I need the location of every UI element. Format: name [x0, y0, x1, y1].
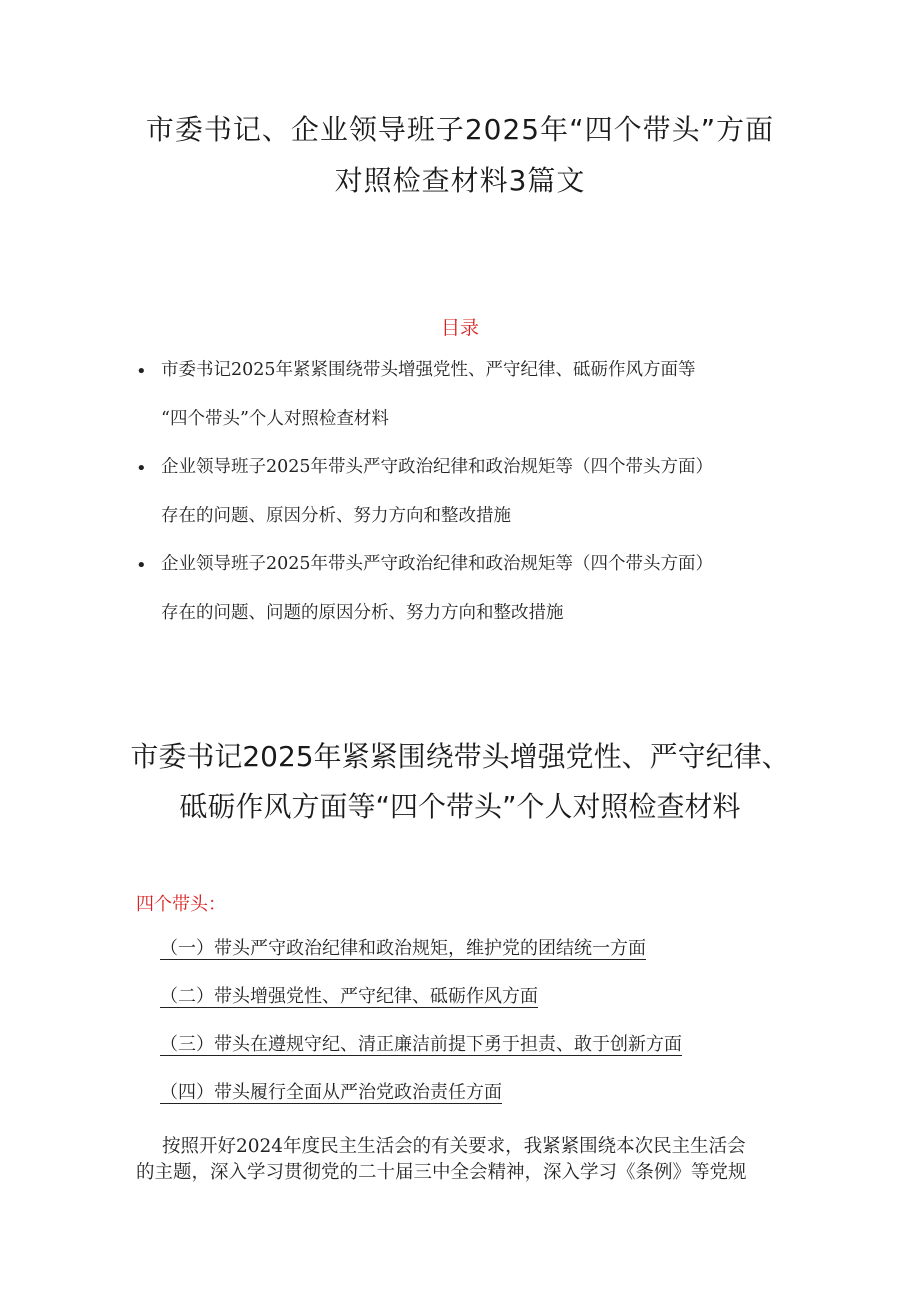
- document-title-line-1: 市委书记、企业领导班子2025年“四个带头”方面: [145, 113, 775, 146]
- toc-heading: 目录: [440, 317, 479, 339]
- toc-item-3-line-1: 企业领导班子2025年带头严守政治纪律和政治规矩等（四个带头方面）: [161, 554, 714, 574]
- toc-item-2-line-1: 企业领导班子2025年带头严守政治纪律和政治规矩等（四个带头方面）: [161, 457, 714, 477]
- four-lead-item-2[interactable]: （二）带头增强党性、严守纪律、砥砺作风方面: [160, 986, 538, 1007]
- four-leads-label: 四个带头：: [136, 894, 226, 915]
- bullet-icon: •: [136, 361, 147, 382]
- bullet-icon: •: [136, 458, 147, 479]
- toc-item-2-line-2: 存在的问题、原因分析、努力方向和整改措施: [161, 506, 511, 526]
- four-lead-item-4[interactable]: （四）带头履行全面从严治党政治责任方面: [160, 1082, 502, 1103]
- toc-item-1-line-1: 市委书记2025年紧紧围绕带头增强党性、严守纪律、砥砺作风方面等: [161, 360, 696, 380]
- body-paragraph-line-1: 按照开好2024年度民主生活会的有关要求，我紧紧围绕本次民主生活会: [162, 1136, 746, 1157]
- bullet-icon: •: [136, 555, 147, 576]
- toc-item-3-line-2: 存在的问题、问题的原因分析、努力方向和整改措施: [161, 603, 564, 623]
- section-title-line-2: 砥砺作风方面等“四个带头”个人对照检查材料: [179, 790, 741, 823]
- toc-item-1-line-2: “四个带头”个人对照检查材料: [161, 409, 389, 429]
- four-lead-item-1[interactable]: （一）带头严守政治纪律和政治规矩，维护党的团结统一方面: [160, 938, 646, 959]
- four-lead-item-3[interactable]: （三）带头在遵规守纪、清正廉洁前提下勇于担责、敢于创新方面: [160, 1034, 682, 1055]
- body-paragraph-line-2: 的主题，深入学习贯彻党的二十届三中全会精神，深入学习《条例》等党规: [136, 1162, 747, 1183]
- document-title-line-2: 对照检查材料3篇文: [334, 164, 586, 197]
- section-title-line-1: 市委书记2025年紧紧围绕带头增强党性、严守纪律、: [130, 740, 790, 773]
